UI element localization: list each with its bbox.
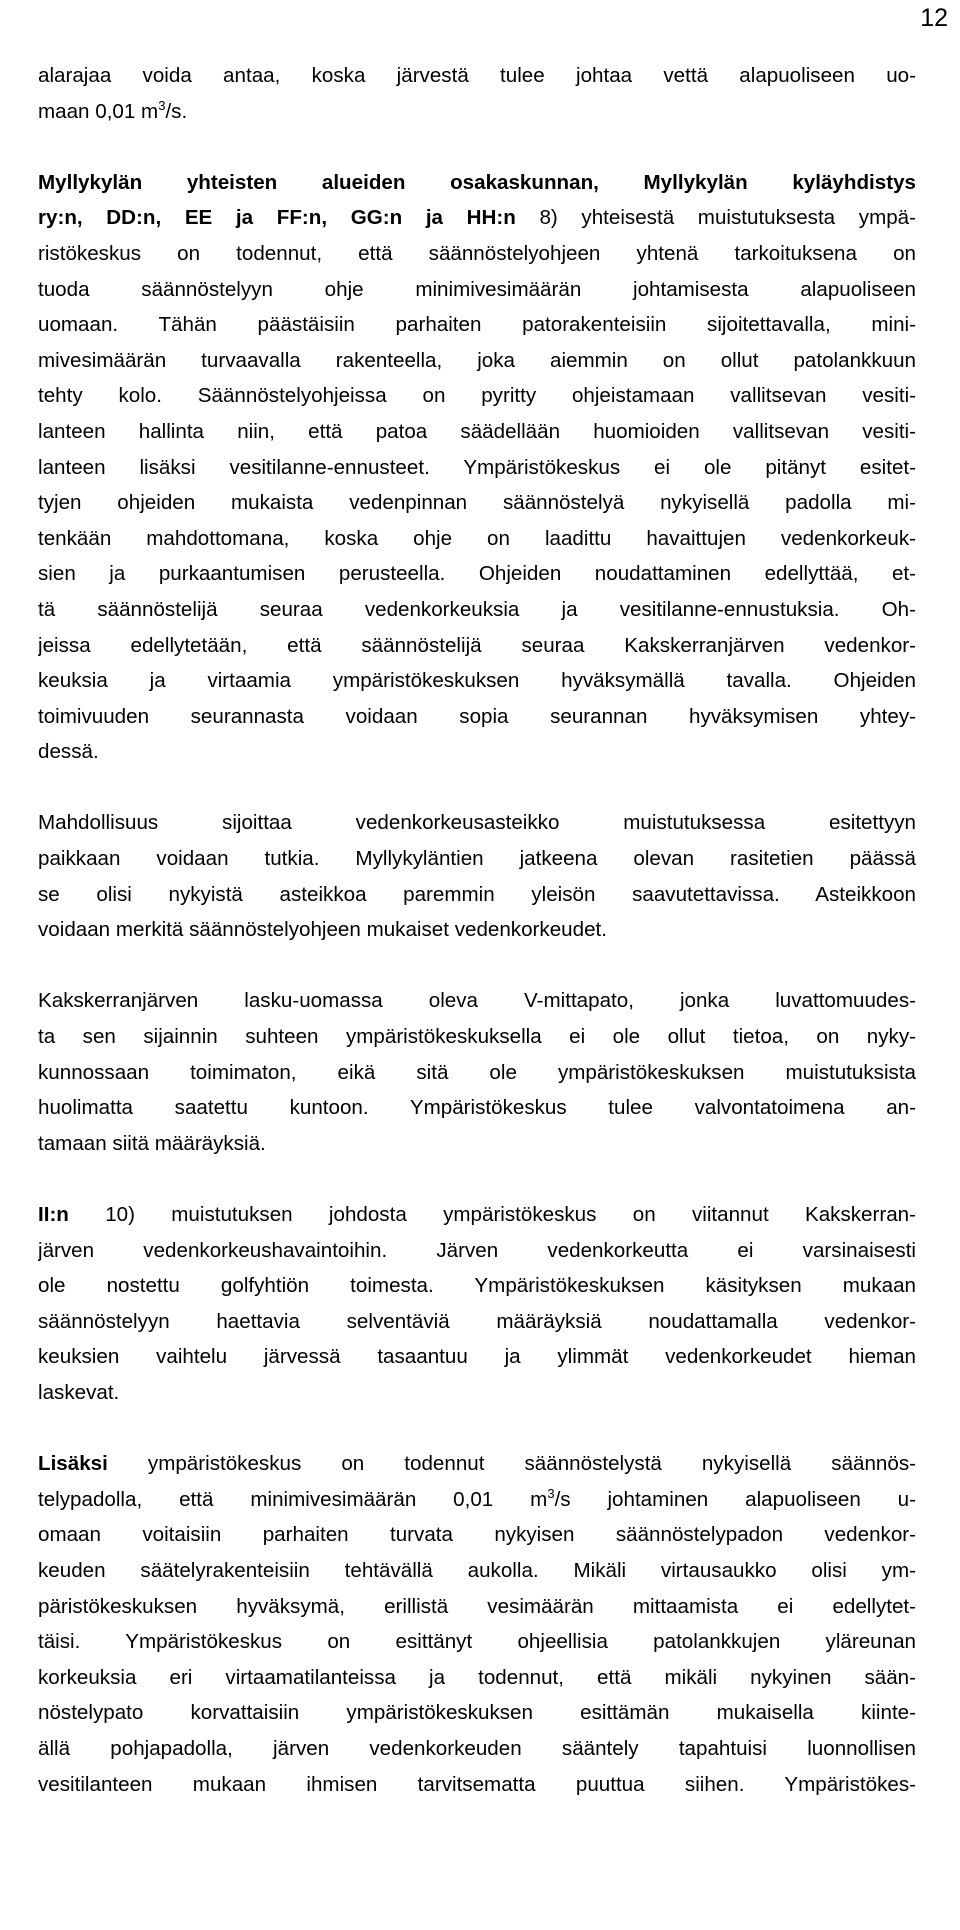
- text-line: [38, 663, 916, 699]
- bold-text: Lisäksi: [38, 1452, 108, 1476]
- text-run: täisi. Ympäristökeskus on esittänyt ohjeellisia patolankkujen yläreunan: [38, 1630, 916, 1654]
- text-line: [38, 1304, 916, 1340]
- text-line: [38, 1695, 916, 1731]
- text-run: keuksien vaihtelu järvessä tasaantuu ja ylimmät vedenkorkeudet hieman: [38, 1345, 916, 1369]
- paragraph: [38, 805, 916, 947]
- text-line: [38, 236, 916, 272]
- text-line: [38, 1339, 916, 1375]
- text-line: [38, 485, 916, 521]
- text-run: /s.: [165, 99, 188, 123]
- text-line: [38, 912, 916, 948]
- text-line: [38, 1660, 916, 1696]
- text-line: [38, 521, 916, 557]
- text-line: [38, 1517, 916, 1553]
- text-run: laskevat.: [38, 1380, 120, 1404]
- bold-text: Myllykylän yhteisten alueiden osakaskunnan, Myllykylän kyläyhdistys: [38, 170, 916, 194]
- text-run: korkeuksia eri virtaamatilanteissa ja todennut, että mikäli nykyinen sään-: [38, 1665, 916, 1689]
- paragraph-gap: [38, 1161, 916, 1197]
- text-run: vesitilanteen mukaan ihmisen tarvitsematta puuttua siihen. Ympäristökes-: [38, 1772, 916, 1796]
- text-run: alarajaa voida antaa, koska järvestä tulee johtaa vettä alapuoliseen uo-: [38, 64, 916, 87]
- paragraph-gap: [38, 770, 916, 806]
- page-number: 12: [920, 4, 948, 32]
- text-run: Kakskerranjärven lasku-uomassa oleva V-mittapato, jonka luvattomuudes-: [38, 989, 916, 1013]
- text-line: [38, 1482, 916, 1518]
- text-line: [38, 1375, 916, 1411]
- text-run: ole nostettu golfyhtiön toimesta. Ympäristökeskuksen käsityksen mukaan: [38, 1274, 916, 1298]
- text-run: 8) yhteisestä muistutuksesta ympä-: [515, 206, 916, 230]
- text-line: [38, 165, 916, 201]
- text-line: [38, 841, 916, 877]
- text-line: [38, 1197, 916, 1233]
- text-run: Mahdollisuus sijoittaa vedenkorkeusasteikko muistutuksessa esitettyyn: [38, 811, 916, 835]
- text-line: [38, 1126, 916, 1162]
- text-run: keuden säätelyrakenteisiin tehtävällä aukolla. Mikäli virtausaukko olisi ym-: [38, 1558, 916, 1582]
- text-run: toimivuuden seurannasta voidaan sopia seurannan hyväksymisen yhtey-: [38, 704, 916, 728]
- text-run: voidaan merkitä säännöstelyohjeen mukaiset vedenkorkeudet.: [38, 918, 607, 942]
- text-run: /s johtaminen alapuoliseen u-: [554, 1487, 916, 1511]
- superscript: 3: [547, 1485, 555, 1501]
- text-line: [38, 1589, 916, 1625]
- text-run: lanteen hallinta niin, että patoa säädellään huomioiden vallitsevan vesiti-: [38, 419, 916, 443]
- text-line: [38, 1446, 916, 1482]
- text-run: keuksia ja virtaamia ympäristökeskuksen hyväksymällä tavalla. Ohjeiden: [38, 669, 916, 693]
- text-line: [38, 414, 916, 450]
- text-line: [38, 307, 916, 343]
- text-line: [38, 1055, 916, 1091]
- text-line: [38, 343, 916, 379]
- text-run: tehty kolo. Säännöstelyohjeissa on pyritty ohjeistamaan vallitsevan vesiti-: [38, 384, 916, 408]
- text-line: [38, 1767, 916, 1803]
- text-run: uomaan. Tähän päästäisiin parhaiten patorakenteisiin sijoitettavalla, mini-: [38, 313, 916, 337]
- text-line: [38, 983, 916, 1019]
- body-text: [38, 58, 916, 1802]
- text-run: maan 0,01 m: [38, 99, 159, 123]
- paragraph-gap: [38, 1411, 916, 1447]
- text-run: päristökeskuksen hyväksymä, erillistä vesimäärän mittaamista ei edellytet-: [38, 1594, 916, 1618]
- text-run: sien ja purkaantumisen perusteella. Ohjeiden noudattaminen edellyttää, et-: [38, 562, 916, 586]
- text-line: [38, 58, 916, 94]
- text-run: tamaan siitä määräyksiä.: [38, 1131, 266, 1155]
- text-line: [38, 556, 916, 592]
- text-run: kunnossaan toimimaton, eikä sitä ole ympäristökeskuksen muistutuksista: [38, 1060, 916, 1084]
- bold-text: II:n: [38, 1203, 69, 1226]
- text-line: [38, 699, 916, 735]
- text-run: tenkään mahdottomana, koska ohje on laadittu havaittujen vedenkorkeuk-: [38, 526, 916, 550]
- text-line: [38, 378, 916, 414]
- paragraph: [38, 1197, 916, 1411]
- text-line: [38, 1624, 916, 1660]
- superscript: 3: [158, 97, 166, 113]
- text-run: telypadolla, että minimivesimäärän 0,01 m: [38, 1487, 548, 1511]
- text-run: jeissa edellytetään, että säännöstelijä seuraa Kakskerranjärven vedenkor-: [38, 633, 916, 657]
- text-run: tuoda säännöstelyyn ohje minimivesimäärän johtamisesta alapuoliseen: [38, 277, 916, 301]
- text-run: ällä pohjapadolla, järven vedenkorkeuden sääntely tapahtuisi luonnollisen: [38, 1736, 916, 1760]
- paragraph-gap: [38, 129, 916, 165]
- text-line: [38, 1090, 916, 1126]
- text-run: huolimatta saatettu kuntoon. Ympäristökeskus tulee valvontatoimena an-: [38, 1096, 916, 1120]
- text-run: 10) muistutuksen johdosta ympäristökeskus on viitannut Kakskerran-: [68, 1203, 916, 1226]
- text-line: [38, 1268, 916, 1304]
- text-line: [38, 592, 916, 628]
- text-line: [38, 450, 916, 486]
- text-line: [38, 1731, 916, 1767]
- text-run: säännöstelyyn haettavia selventäviä määräyksiä noudattamalla vedenkor-: [38, 1309, 916, 1333]
- bold-text: ry:n, DD:n, EE ja FF:n, GG:n ja HH:n: [38, 206, 516, 230]
- text-line: [38, 200, 916, 236]
- text-run: nöstelypato korvattaisiin ympäristökeskuksen esittämän mukaisella kiinte-: [38, 1701, 916, 1725]
- text-run: omaan voitaisiin parhaiten turvata nykyisen säännöstelypadon vedenkor-: [38, 1523, 916, 1547]
- text-run: dessä.: [38, 740, 99, 764]
- paragraph: [38, 1446, 916, 1802]
- text-line: [38, 877, 916, 913]
- paragraph: [38, 165, 916, 770]
- text-line: [38, 1019, 916, 1055]
- paragraph: [38, 58, 916, 129]
- text-line: [38, 1233, 916, 1269]
- text-run: tyjen ohjeiden mukaista vedenpinnan säännöstelyä nykyisellä padolla mi-: [38, 491, 916, 515]
- text-run: tä säännöstelijä seuraa vedenkorkeuksia ja vesitilanne-ennustuksia. Oh-: [38, 597, 916, 621]
- paragraph-gap: [38, 948, 916, 984]
- text-run: ristökeskus on todennut, että säännöstelyohjeen yhtenä tarkoituksena on: [38, 241, 916, 265]
- text-line: [38, 628, 916, 664]
- text-line: [38, 734, 916, 770]
- text-run: järven vedenkorkeushavaintoihin. Järven vedenkorkeutta ei varsinaisesti: [38, 1238, 916, 1262]
- text-run: ympäristökeskus on todennut säännöstelystä nykyisellä säännös-: [107, 1452, 916, 1476]
- paragraph: [38, 983, 916, 1161]
- text-run: mivesimäärän turvaavalla rakenteella, joka aiemmin on ollut patolankkuun: [38, 348, 916, 372]
- text-run: lanteen lisäksi vesitilanne-ennusteet. Ympäristökeskus ei ole pitänyt esitet-: [38, 455, 916, 479]
- text-run: se olisi nykyistä asteikkoa paremmin yleisön saavutettavissa. Asteikkoon: [38, 882, 916, 906]
- text-run: ta sen sijainnin suhteen ympäristökeskuksella ei ole ollut tietoa, on nyky-: [38, 1025, 916, 1049]
- text-line: [38, 805, 916, 841]
- text-line: [38, 94, 916, 130]
- text-run: paikkaan voidaan tutkia. Myllykyläntien jatkeena olevan rasitetien päässä: [38, 847, 916, 871]
- text-line: [38, 1553, 916, 1589]
- text-line: [38, 272, 916, 308]
